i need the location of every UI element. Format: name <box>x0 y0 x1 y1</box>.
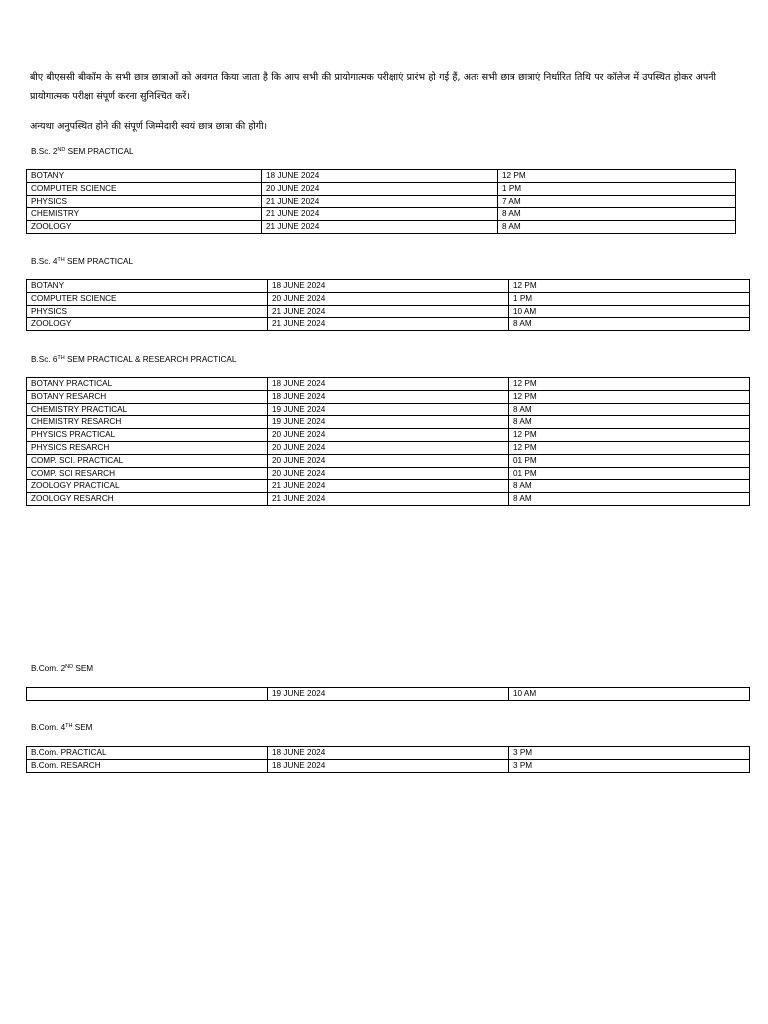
date-cell: 21 JUNE 2024 <box>262 208 498 221</box>
table-row <box>27 318 750 331</box>
table-row <box>27 305 750 318</box>
time-cell: 12 PM <box>509 280 750 293</box>
section-heading-bsc-2nd-sem: B.Sc. 2ND SEM PRACTICAL <box>31 147 134 156</box>
time-cell: 7 AM <box>498 195 736 208</box>
table-row <box>27 195 736 208</box>
time-cell: 12 PM <box>509 441 750 454</box>
subject-cell: ZOOLOGY RESARCH <box>27 493 268 506</box>
subject-cell: PHYSICS RESARCH <box>27 441 268 454</box>
table-row <box>27 493 750 506</box>
table-row <box>27 221 736 234</box>
time-cell: 10 AM <box>509 305 750 318</box>
time-cell: 1 PM <box>509 292 750 305</box>
schedule-table-bcom-4th-sem <box>26 746 750 773</box>
notice-warning: अन्यथा अनुपस्थित होने की संपूर्ण जिम्मेदारी स्वयं छात्र छात्रा की होगी। <box>30 121 268 132</box>
time-cell: 8 AM <box>509 416 750 429</box>
date-cell: 18 JUNE 2024 <box>268 390 509 403</box>
date-cell: 18 JUNE 2024 <box>268 378 509 391</box>
notice-paragraph: बीए बीएससी बीकॉम के सभी छात्र छात्राओं को अवगत किया जाता है कि आप सभी की प्रायोगात्मक परीक्षाएं प्रारंभ हो गई हैं, अतः सभी छात्र छात्राएं निर्धारित तिथि पर कॉलेज में उपस्थित होकर अपनी प्रायोगात्मक परीक्षा संपूर्ण करना सुनिश्चित करें। <box>30 72 716 102</box>
schedule-table-bsc-6th-sem <box>26 377 750 506</box>
table-row <box>27 747 750 760</box>
date-cell: 21 JUNE 2024 <box>268 480 509 493</box>
subject-cell: B.Com. RESARCH <box>27 759 268 772</box>
subject-cell: COMPUTER SCIENCE <box>27 182 262 195</box>
time-cell: 8 AM <box>509 318 750 331</box>
subject-cell: CHEMISTRY <box>27 208 262 221</box>
section-heading-bcom-2nd-sem: B.Com. 2ND SEM <box>31 664 94 673</box>
schedule-table-bsc-2nd-sem <box>26 169 736 234</box>
time-cell: 12 PM <box>509 378 750 391</box>
table-row <box>27 208 736 221</box>
table-row <box>27 429 750 442</box>
date-cell: 21 JUNE 2024 <box>268 493 509 506</box>
time-cell: 01 PM <box>509 467 750 480</box>
subject-cell: B.Com. PRACTICAL <box>27 747 268 760</box>
subject-cell <box>27 688 268 701</box>
time-cell: 12 PM <box>498 170 736 183</box>
table-row <box>27 441 750 454</box>
date-cell: 21 JUNE 2024 <box>268 318 509 331</box>
date-cell: 20 JUNE 2024 <box>268 467 509 480</box>
table-row <box>27 454 750 467</box>
table-row <box>27 480 750 493</box>
subject-cell: BOTANY <box>27 280 268 293</box>
subject-cell: PHYSICS <box>27 305 268 318</box>
subject-cell: CHEMISTRY RESARCH <box>27 416 268 429</box>
time-cell: 3 PM <box>509 759 750 772</box>
time-cell: 12 PM <box>509 429 750 442</box>
table-row <box>27 416 750 429</box>
table-row <box>27 280 750 293</box>
table-row <box>27 182 736 195</box>
subject-cell: CHEMISTRY PRACTICAL <box>27 403 268 416</box>
schedule-table-bsc-4th-sem <box>26 279 750 331</box>
time-cell: 01 PM <box>509 454 750 467</box>
section-heading-bcom-4th-sem: B.Com. 4TH SEM <box>31 723 93 732</box>
section-heading-bsc-4th-sem: B.Sc. 4TH SEM PRACTICAL <box>31 257 133 266</box>
schedule-table-bcom-2nd-sem <box>26 687 750 701</box>
table-row <box>27 390 750 403</box>
date-cell: 19 JUNE 2024 <box>268 688 509 701</box>
date-cell: 18 JUNE 2024 <box>268 759 509 772</box>
date-cell: 19 JUNE 2024 <box>268 416 509 429</box>
date-cell: 18 JUNE 2024 <box>268 747 509 760</box>
table-row <box>27 403 750 416</box>
time-cell: 3 PM <box>509 747 750 760</box>
date-cell: 20 JUNE 2024 <box>268 454 509 467</box>
time-cell: 12 PM <box>509 390 750 403</box>
subject-cell: COMP. SCI RESARCH <box>27 467 268 480</box>
subject-cell: BOTANY RESARCH <box>27 390 268 403</box>
date-cell: 20 JUNE 2024 <box>268 429 509 442</box>
date-cell: 18 JUNE 2024 <box>268 280 509 293</box>
time-cell: 8 AM <box>498 208 736 221</box>
time-cell: 1 PM <box>498 182 736 195</box>
table-row <box>27 688 750 701</box>
time-cell: 8 AM <box>509 480 750 493</box>
subject-cell: COMP. SCI. PRACTICAL <box>27 454 268 467</box>
subject-cell: PHYSICS PRACTICAL <box>27 429 268 442</box>
subject-cell: BOTANY PRACTICAL <box>27 378 268 391</box>
time-cell: 10 AM <box>509 688 750 701</box>
time-cell: 8 AM <box>498 221 736 234</box>
date-cell: 20 JUNE 2024 <box>268 292 509 305</box>
table-row <box>27 378 750 391</box>
date-cell: 21 JUNE 2024 <box>262 195 498 208</box>
subject-cell: ZOOLOGY <box>27 318 268 331</box>
date-cell: 19 JUNE 2024 <box>268 403 509 416</box>
subject-cell: ZOOLOGY PRACTICAL <box>27 480 268 493</box>
subject-cell: COMPUTER SCIENCE <box>27 292 268 305</box>
subject-cell: ZOOLOGY <box>27 221 262 234</box>
subject-cell: PHYSICS <box>27 195 262 208</box>
time-cell: 8 AM <box>509 493 750 506</box>
date-cell: 21 JUNE 2024 <box>268 305 509 318</box>
date-cell: 21 JUNE 2024 <box>262 221 498 234</box>
table-row <box>27 292 750 305</box>
date-cell: 20 JUNE 2024 <box>262 182 498 195</box>
table-row <box>27 759 750 772</box>
subject-cell: BOTANY <box>27 170 262 183</box>
table-row <box>27 170 736 183</box>
section-heading-bsc-6th-sem: B.Sc. 6TH SEM PRACTICAL & RESEARCH PRACTICAL <box>31 355 237 364</box>
time-cell: 8 AM <box>509 403 750 416</box>
table-row <box>27 467 750 480</box>
date-cell: 18 JUNE 2024 <box>262 170 498 183</box>
date-cell: 20 JUNE 2024 <box>268 441 509 454</box>
